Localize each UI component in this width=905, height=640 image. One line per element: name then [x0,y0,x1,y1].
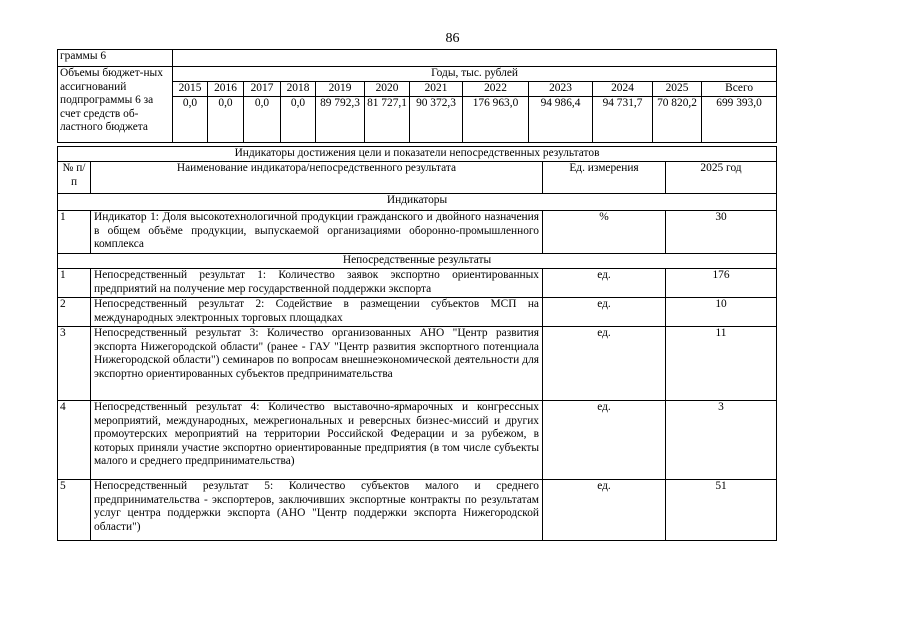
indicators-table-title: Индикаторы достижения цели и показатели непосредственных результатов [58,147,777,162]
budget-value: 0,0 [244,97,281,143]
budget-value: 0,0 [173,97,208,143]
page-number: 86 [445,31,460,46]
year-header: Всего [702,82,777,97]
year-header: 2018 [281,82,316,97]
year-header: 2025 [653,82,702,97]
row-num: 2 [58,298,91,327]
table-row [58,298,777,327]
row-unit: % [543,211,666,254]
year-header: 2022 [463,82,529,97]
budget-value: 70 820,2 [653,97,702,143]
year-header: 2015 [173,82,208,97]
row-value: 11 [666,327,777,401]
budget-value: 94 731,7 [593,97,653,143]
budget-value: 81 727,1 [365,97,410,143]
table-row [58,480,777,541]
row-name: Непосредственный результат 4: Количество выставочно-ярмарочных и конгрессных мероприятий, международных, межрегиональных и реверсных бизнес-миссий и других промоутерских мероприятий на территории Российской Федерации и за рубежом, в которых приняли участие экспортно ориентированные предприятия (в том числе субъекты малого и среднего предпринимательства) [91,401,543,480]
row-num: 4 [58,401,91,480]
header-name: Наименование индикатора/непосредственного результата [91,162,543,194]
table-row [58,327,777,401]
table-row [58,269,777,298]
header-year: 2025 год [666,162,777,194]
table-row [58,211,777,254]
year-header: 2019 [316,82,365,97]
year-header: 2021 [410,82,463,97]
row-unit: ед. [543,269,666,298]
header-unit: Ед. измерения [543,162,666,194]
row-name: Непосредственный результат 3: Количество организованных АНО "Центр развития экспорта Нижегородской области" (ранее - ГАУ "Центр развития экспортного потенциала Нижегородской области") семинаров по вопросам внешнеэкономической деятельности для экспортно ориентированных субъектов предпринимательства [91,327,543,401]
row-num: 1 [58,269,91,298]
budget-value: 699 393,0 [702,97,777,143]
row-name: Непосредственный результат 2: Содействие в размещении субъектов МСП на международных электронных торговых площадках [91,298,543,327]
row-unit: ед. [543,401,666,480]
header-num: № п/п [58,162,91,194]
row-value: 3 [666,401,777,480]
section-results: Непосредственные результаты [58,254,777,269]
row-num: 1 [58,211,91,254]
indicators-table [57,146,777,541]
budget-value: 176 963,0 [463,97,529,143]
row-value: 176 [666,269,777,298]
budget-value: 94 986,4 [529,97,593,143]
budget-value: 0,0 [281,97,316,143]
row-unit: ед. [543,327,666,401]
years-header: Годы, тыс. рублей [173,67,777,82]
budget-top-label: граммы 6 [58,50,173,67]
row-unit: ед. [543,480,666,541]
budget-label: Объемы бюджет-ных ассигнований подпрограммы 6 за счет средств об-ластного бюджета [58,67,173,143]
row-name: Непосредственный результат 1: Количество заявок экспортно ориентированных предприятий на получение мер государственной поддержки экспорта [91,269,543,298]
row-value: 51 [666,480,777,541]
budget-blank-cell [173,50,777,67]
year-header: 2023 [529,82,593,97]
row-unit: ед. [543,298,666,327]
row-name: Непосредственный результат 5: Количество субъектов малого и среднего предпринимательства - экспортеров, заключивших экспортные контракты по результатам услуг центра поддержки экспорта (АНО "Центр поддержки экспорта Нижегородской области") [91,480,543,541]
year-header: 2016 [208,82,244,97]
budget-table [57,49,777,143]
row-num: 3 [58,327,91,401]
row-value: 30 [666,211,777,254]
budget-value: 90 372,3 [410,97,463,143]
year-header: 2017 [244,82,281,97]
row-num: 5 [58,480,91,541]
table-row [58,401,777,480]
row-value: 10 [666,298,777,327]
budget-value: 0,0 [208,97,244,143]
budget-value: 89 792,3 [316,97,365,143]
year-header: 2024 [593,82,653,97]
year-header: 2020 [365,82,410,97]
row-name: Индикатор 1: Доля высокотехнологичной продукции гражданского и двойного назначения в общем объёме продукции, выпускаемой организациями оборонно-промышленного комплекса [91,211,543,254]
section-indicators: Индикаторы [58,194,777,211]
